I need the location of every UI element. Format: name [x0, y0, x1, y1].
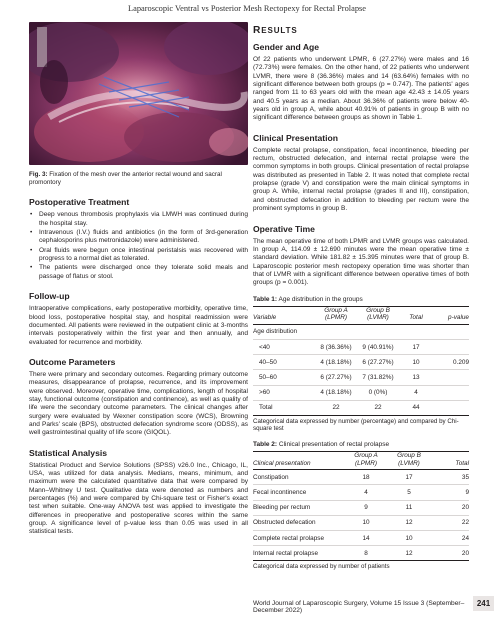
table2-col-total: Total	[431, 452, 469, 470]
operative-heading: Operative Time	[253, 223, 315, 234]
table2-col-group-b	[387, 452, 431, 470]
table2-cell: 20	[431, 546, 469, 561]
table1-cell: 8 (36.36%)	[315, 339, 357, 354]
table2-cell: Obstructed defecation	[253, 515, 345, 530]
table1-col-variable: Variable	[253, 306, 315, 324]
figure-caption	[29, 171, 248, 187]
table1-col-a-line2: (LPMR)	[324, 314, 347, 322]
table1-col-group-b	[357, 306, 399, 324]
table1-cell: 44	[399, 400, 433, 415]
table-row	[253, 470, 469, 485]
table2-cell: 35	[431, 470, 469, 485]
table2-col-a-line2: (LPMR)	[354, 459, 377, 467]
table1	[253, 306, 469, 416]
table1-col-group-a	[315, 306, 357, 324]
table-row	[253, 385, 469, 400]
results-heading-initial: R	[253, 25, 262, 36]
table1-cell: 17	[399, 339, 433, 354]
table2-cell: 5	[387, 485, 431, 500]
table2-cell: 9	[345, 500, 387, 515]
table2-cell: 24	[431, 531, 469, 546]
surgical-photo-image	[29, 22, 248, 165]
table1-col-p: p-value	[433, 306, 469, 324]
right-column	[253, 22, 469, 571]
table2-cell: Constipation	[253, 470, 345, 485]
table2-cell: 20	[431, 500, 469, 515]
figure-caption-label: Fig. 3:	[29, 171, 48, 178]
operative-text: The mean operative time of both LPMR and LVMR groups was calculated. In group A, 114.09 ± 12.690 minutes were the mean operative time ± standard deviation. While 181.82 ± 15.395 minutes were that of group B. Laparoscopic posterior mesh rectopexy operation time was shorter than that of LVMR with a significant difference between operative times of both groups (p = 0.001).	[253, 237, 469, 287]
postop-item: • Deep venous thrombosis prophylaxis via LMWH was continued during the hospital stay.	[29, 211, 248, 228]
table2-title-label: Table 2:	[253, 441, 278, 449]
results-heading	[253, 25, 469, 36]
table1-cell: >60	[253, 385, 315, 400]
table2-cell: 4	[345, 485, 387, 500]
table1-cell: 9 (40.91%)	[357, 339, 399, 354]
table2-cell: 11	[387, 500, 431, 515]
stats-heading: Statistical Analysis	[29, 447, 108, 458]
table2-col-b-line1: Group B	[397, 452, 421, 460]
table2-cell: 10	[387, 531, 431, 546]
table1-cell: 10	[399, 355, 433, 370]
table-row	[253, 370, 469, 385]
table2-cell: 12	[387, 546, 431, 561]
followup-heading: Follow-up	[29, 291, 70, 302]
clinical-text: Complete rectal prolapse, constipation, fecal incontinence, bleeding per rectum, obstructed defecation, and internal rectal prolapse were the common symptoms in both groups. Clinical presentation of rectal prolapse was distributed as presented in Table 2. It was noted that complete rectal prolapse (grade V) and constipation were the main clinical symptoms in group A. While, internal rectal prolapse (grades II and III), constipation, and obstructed defecation in addition to bleeding per rectum were the prominent symptoms in group B.	[253, 146, 469, 213]
postop-item: • Intravenous (I.V.) fluids and antibiotics (in the form of 3rd-generation cephalosporins plus metronidazole) were administered.	[29, 229, 248, 246]
results-heading-rest: ESULTS	[261, 26, 298, 35]
stats-text: Statistical Product and Service Solutions (SPSS) v26.0 Inc., Chicago, IL, USA, was utilized for data analysis. Medians, means, minimum, and maximum were the calculated quantitative data that were compared by Mann–Whitney U test. Qualitative data were denoted as numbers and percentages (%) and were compared by Chi-square test or Fisher's exact test when suitable. One-way ANOVA test was applied to investigate the differences in preoperative and postoperative scores within the same group. A significance level of p-value less than 0.05 was used in all statistical tests.	[29, 461, 248, 536]
outcome-text: There were primary and secondary outcomes. Regarding primary outcome measures, disappearance of prolapse, recurrence, and its improvement were observed. Moreover, operative time, complications, length of hospital stay, functional outcome (constipation and continence), as well as quality of life were the secondary outcome parameters. The clinical changes after surgery were evaluated by Wexner constipation score (WCS), Browning and Parks' scale (BPS), obstructed defecation syndrome score (ODSS), as well gastrointestinal quality of life score (GIQOL).	[29, 370, 248, 437]
table1-cell: 4	[399, 385, 433, 400]
table1-cell	[433, 400, 469, 415]
table2-cell: 8	[345, 546, 387, 561]
table1-col-b-line2: (LVMR)	[367, 314, 389, 322]
table1-cell: 40–50	[253, 355, 315, 370]
table-row	[253, 485, 469, 500]
table1-cell: 4 (18.18%)	[315, 385, 357, 400]
postop-item: • Oral fluids were begun once intestinal peristalsis was recovered with progress to a normal diet as tolerated.	[29, 247, 248, 264]
table2-cell: 12	[387, 515, 431, 530]
clinical-heading: Clinical Presentation	[253, 132, 339, 143]
table2-note: Categorical data expressed by number of patients	[253, 563, 390, 571]
table1-cell: 50–60	[253, 370, 315, 385]
page-number: 241	[473, 596, 494, 611]
table-row	[253, 515, 469, 530]
table1-title-label: Table 1:	[253, 295, 278, 303]
table1-title-text: Age distribution in the groups	[278, 295, 363, 303]
table1-cell: 6 (27.27%)	[315, 370, 357, 385]
table2-col-variable: Clinical presentation	[253, 452, 345, 470]
table1-cell: 7 (31.82%)	[357, 370, 399, 385]
postop-list	[29, 211, 248, 281]
table-row	[253, 339, 469, 354]
table2-cell: 9	[431, 485, 469, 500]
left-column	[29, 22, 248, 537]
table1-cell	[433, 385, 469, 400]
table1-col-b-line1: Group B	[366, 306, 390, 314]
running-head: Laparoscopic Ventral vs Posterior Mesh Rectopexy for Rectal Prolapse	[127, 4, 366, 13]
table1-cell: <40	[253, 339, 315, 354]
outcome-heading: Outcome Parameters	[29, 356, 116, 367]
table1-cell	[433, 339, 469, 354]
table1-note: Categorical data expressed by number (percentage) and compared by Chi-square test	[253, 417, 459, 433]
table1-title	[253, 296, 469, 304]
table1-col-a-line1: Group A	[324, 306, 348, 314]
table1-cell: Total	[253, 400, 315, 415]
table-row	[253, 531, 469, 546]
table2-title	[253, 441, 469, 449]
table2-col-a-line1: Group A	[354, 452, 378, 460]
table-row	[253, 400, 469, 415]
table1-cell	[433, 370, 469, 385]
table1-cell: 22	[315, 400, 357, 415]
table-row	[253, 546, 469, 561]
table2-title-text: Clinical presentation of rectal prolapse	[278, 441, 390, 449]
table-row	[253, 500, 469, 515]
journal-footer: World Journal of Laparoscopic Surgery, Volume 15 Issue 3 (September–December 2022)	[253, 600, 465, 614]
surgical-photo	[29, 22, 248, 165]
gender-text: Of 22 patients who underwent LPMR, 6 (27.27%) were males and 16 (72.73%) were females. On the other hand, of 22 patients who underwent LVMR, there were 8 (36.36%) males and 14 (63.64%) females with no significant difference between both groups (p = 0.747). The patients' ages ranged from 11 to 63 years old with the mean age 42.43 ± 14.05 years and 40.5 years as a median. About 36.36% of patients were below 40-years old in group A, while about 40.91% of patients in group B with no significant difference between groups as shown in Table 1.	[253, 56, 469, 122]
table2-cell: Bleeding per rectum	[253, 500, 345, 515]
table2-col-group-a	[345, 452, 387, 470]
table1-cell: 22	[357, 400, 399, 415]
table1-cell: 0.209	[433, 355, 469, 370]
followup-text: Intraoperative complications, early postoperative morbidity, operative time, blood loss, postoperative hospital stay, and hospital readmission were documented. All patients were reviewed in the outpatient clinic at 3-months intervals postoperatively within the first year and then annually, and evaluated for recurrence and morbidity.	[29, 305, 248, 346]
table2-col-b-line2: (LVMR)	[398, 459, 420, 467]
table2-cell: 17	[387, 470, 431, 485]
table2-cell: Internal rectal prolapse	[253, 546, 345, 561]
table2-cell: 18	[345, 470, 387, 485]
table2-cell: Fecal incontinence	[253, 485, 345, 500]
table2-cell: Complete rectal prolapse	[253, 531, 345, 546]
postop-item: • The patients were discharged once they tolerate solid meals and passage of flatus or stool.	[29, 264, 248, 281]
postop-heading: Postoperative Treatment	[29, 197, 130, 208]
table1-col-total: Total	[399, 306, 433, 324]
table1-cell: 0 (0%)	[357, 385, 399, 400]
table1-cell: 6 (27.27%)	[357, 355, 399, 370]
table1-cell: 4 (18.18%)	[315, 355, 357, 370]
table1-section: Age distribution	[253, 324, 469, 339]
figure-caption-text: Fixation of the mesh over the anterior rectal wound and sacral promontory	[29, 171, 222, 187]
table2-cell: 10	[345, 515, 387, 530]
gender-heading: Gender and Age	[253, 42, 320, 52]
table2	[253, 451, 469, 561]
table1-cell: 13	[399, 370, 433, 385]
table2-cell: 14	[345, 531, 387, 546]
table-row	[253, 355, 469, 370]
table2-cell: 22	[431, 515, 469, 530]
